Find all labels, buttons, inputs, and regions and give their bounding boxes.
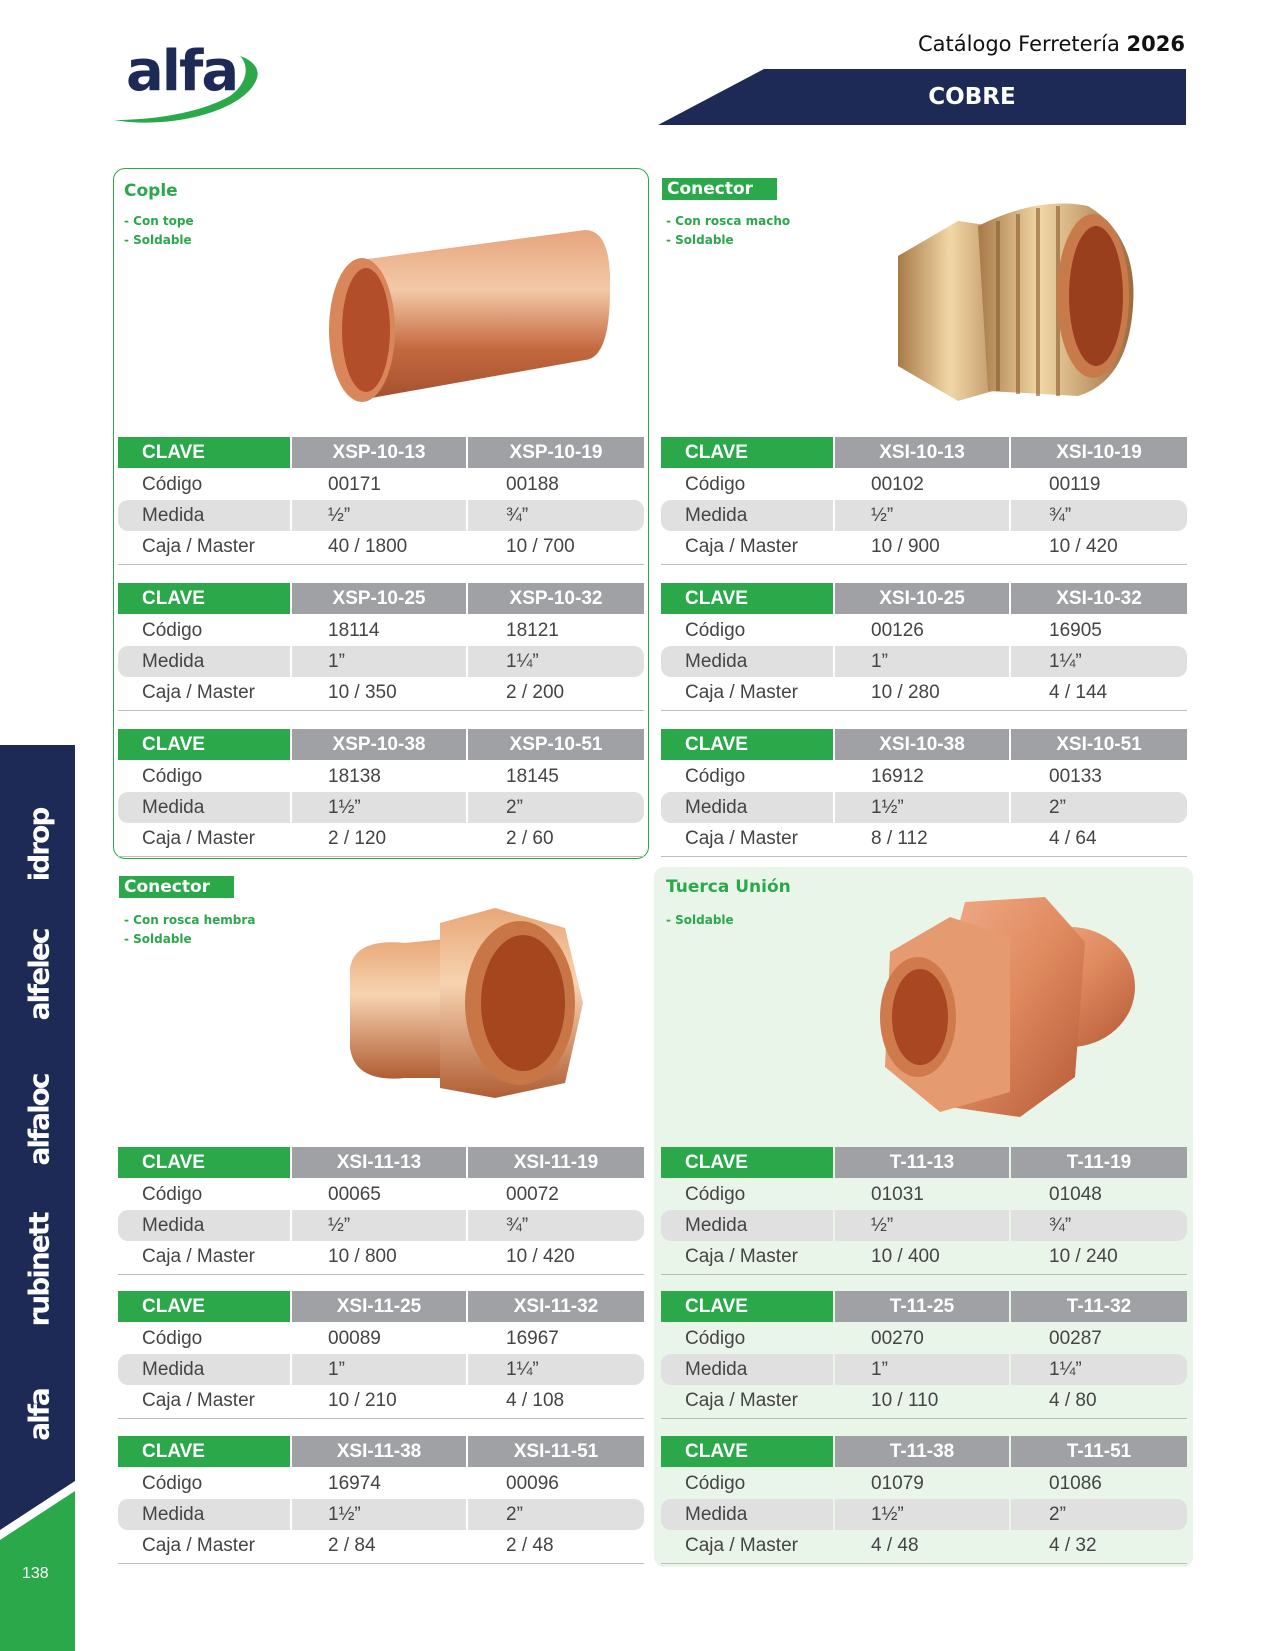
row-value: 2 / 84 — [328, 1535, 376, 1556]
table-row-medida — [118, 1354, 644, 1385]
row-label: Medida — [661, 646, 833, 677]
table-bottom-rule — [118, 1563, 644, 1564]
row-value: 1½” — [835, 1499, 1009, 1530]
table-row-medida — [118, 792, 644, 823]
row-label: Medida — [118, 1210, 290, 1241]
product-features-cople — [124, 212, 194, 250]
clave-header: CLAVE — [118, 1147, 290, 1178]
clave-cell: T-11-32 — [1011, 1291, 1187, 1322]
table-row-caja-master — [661, 823, 1187, 854]
table-row-codigo — [118, 1468, 644, 1499]
spec-table — [661, 729, 1187, 857]
brand-alfa — [4, 1355, 74, 1475]
table-bottom-rule — [661, 1563, 1187, 1564]
brand-idrop — [4, 785, 74, 905]
row-label: Caja / Master — [685, 1535, 798, 1556]
product-features-tuerca-union — [666, 911, 734, 930]
brand-alfelec — [4, 915, 74, 1035]
brand-rubinett — [4, 1210, 74, 1330]
row-label: Código — [142, 1184, 203, 1205]
catalog-title — [918, 32, 1185, 56]
row-value: 2” — [468, 792, 644, 823]
row-label: Código — [685, 620, 746, 641]
row-value: 1½” — [835, 792, 1009, 823]
row-value: 18121 — [506, 620, 559, 641]
feature-item: - Soldable — [666, 913, 734, 927]
row-value: 2” — [1011, 1499, 1187, 1530]
clave-header: CLAVE — [661, 437, 833, 468]
clave-cell: XSI-10-13 — [835, 437, 1009, 468]
clave-cell: T-11-13 — [835, 1147, 1009, 1178]
row-value: 01031 — [871, 1184, 924, 1205]
row-value: 8 / 112 — [871, 828, 928, 849]
table-header-row — [118, 1147, 644, 1178]
row-value: 01048 — [1049, 1184, 1102, 1205]
table-row-caja-master — [118, 1241, 644, 1272]
row-value: 10 / 110 — [871, 1390, 939, 1411]
feature-item: - Con rosca macho — [666, 214, 791, 228]
row-value: 01086 — [1049, 1473, 1102, 1494]
table-row-caja-master — [661, 1241, 1187, 1272]
spec-table — [118, 1436, 644, 1564]
row-value: 1¼” — [468, 646, 644, 677]
clave-cell: XSI-11-51 — [468, 1436, 644, 1467]
clave-cell: XSP-10-32 — [468, 583, 644, 614]
row-value: 1½” — [292, 1499, 466, 1530]
row-value: 00126 — [871, 620, 924, 641]
table-header-row — [118, 1436, 644, 1467]
clave-cell: XSI-11-25 — [292, 1291, 466, 1322]
row-label: Caja / Master — [142, 1246, 255, 1267]
product-features-conector-hembra — [124, 911, 255, 949]
row-label: Código — [142, 474, 203, 495]
row-value: ½” — [292, 500, 466, 531]
row-label: Caja / Master — [685, 1246, 798, 1267]
table-bottom-rule — [661, 1274, 1187, 1275]
row-value: ¾” — [468, 500, 644, 531]
product-title-cople: Cople — [124, 181, 178, 201]
brand-alfaloc — [4, 1060, 74, 1180]
table-row-caja-master — [661, 531, 1187, 562]
row-value: 1¼” — [1011, 1354, 1187, 1385]
conector-hembra-product-image — [345, 908, 590, 1098]
clave-cell: T-11-51 — [1011, 1436, 1187, 1467]
row-label: Medida — [661, 1499, 833, 1530]
page-number: 138 — [22, 1565, 49, 1582]
table-header-row — [118, 1291, 644, 1322]
table-row-codigo — [118, 615, 644, 646]
cople-product-image — [320, 220, 620, 410]
row-value: 00171 — [328, 474, 381, 495]
row-value: 10 / 700 — [506, 536, 575, 557]
row-value: 4 / 144 — [1049, 682, 1108, 703]
row-label: Caja / Master — [685, 1390, 798, 1411]
table-row-medida — [661, 1499, 1187, 1530]
row-value: 1” — [835, 1354, 1009, 1385]
row-value: ½” — [835, 1210, 1009, 1241]
clave-cell: T-11-19 — [1011, 1147, 1187, 1178]
row-value: 2” — [1011, 792, 1187, 823]
clave-header: CLAVE — [118, 1291, 290, 1322]
row-value: 1” — [292, 646, 466, 677]
row-value: 00287 — [1049, 1328, 1102, 1349]
clave-header: CLAVE — [118, 437, 290, 468]
clave-cell: XSP-10-19 — [468, 437, 644, 468]
row-label: Código — [685, 474, 746, 495]
row-label: Medida — [661, 1210, 833, 1241]
table-row-codigo — [118, 469, 644, 500]
row-value: 16974 — [328, 1473, 381, 1494]
table-row-medida — [661, 1210, 1187, 1241]
table-header-row — [661, 729, 1187, 760]
clave-cell: T-11-38 — [835, 1436, 1009, 1467]
row-value: 00065 — [328, 1184, 381, 1205]
table-header-row — [661, 1291, 1187, 1322]
row-label: Medida — [661, 792, 833, 823]
table-bottom-rule — [118, 1418, 644, 1419]
row-value: 00133 — [1049, 766, 1102, 787]
table-row-codigo — [118, 761, 644, 792]
table-row-codigo — [661, 1468, 1187, 1499]
table-row-codigo — [661, 1323, 1187, 1354]
spec-table — [118, 437, 644, 565]
row-label: Caja / Master — [685, 828, 798, 849]
brand-alfa-label: alfa — [22, 1389, 56, 1441]
row-value: 10 / 420 — [506, 1246, 575, 1267]
spec-table — [118, 1147, 644, 1275]
spec-table — [118, 1291, 644, 1419]
clave-cell: XSP-10-51 — [468, 729, 644, 760]
row-value: 18114 — [328, 620, 380, 641]
row-value: 2 / 60 — [506, 828, 554, 849]
row-label: Medida — [118, 1499, 290, 1530]
row-value: 1” — [292, 1354, 466, 1385]
table-row-codigo — [118, 1179, 644, 1210]
table-row-codigo — [118, 1323, 644, 1354]
row-label: Medida — [118, 792, 290, 823]
row-value: 4 / 64 — [1049, 828, 1097, 849]
row-value: 18145 — [506, 766, 559, 787]
clave-header: CLAVE — [661, 1147, 833, 1178]
row-value: 10 / 240 — [1049, 1246, 1118, 1267]
table-row-medida — [118, 500, 644, 531]
row-value: 18138 — [328, 766, 381, 787]
row-value: 16967 — [506, 1328, 559, 1349]
table-header-row — [661, 1436, 1187, 1467]
table-header-row — [118, 583, 644, 614]
product-title-conector-hembra: Conector — [119, 876, 234, 898]
table-row-caja-master — [118, 823, 644, 854]
row-value: 10 / 900 — [871, 536, 940, 557]
clave-cell: XSI-11-13 — [292, 1147, 466, 1178]
table-bottom-rule — [118, 1274, 644, 1275]
row-value: 1¼” — [1011, 646, 1187, 677]
clave-cell: XSI-11-32 — [468, 1291, 644, 1322]
row-value: 40 / 1800 — [328, 536, 408, 557]
spec-table — [661, 583, 1187, 711]
table-row-codigo — [661, 761, 1187, 792]
clave-cell: XSP-10-13 — [292, 437, 466, 468]
table-header-row — [661, 583, 1187, 614]
row-value: ½” — [292, 1210, 466, 1241]
spec-table — [661, 1147, 1187, 1275]
row-value: 00096 — [506, 1473, 559, 1494]
row-label: Caja / Master — [142, 1390, 255, 1411]
brand-alfelec-label: alfelec — [22, 929, 56, 1021]
brand-alfaloc-label: alfaloc — [22, 1074, 56, 1166]
table-row-caja-master — [661, 677, 1187, 708]
table-row-medida — [118, 1210, 644, 1241]
catalog-year: 2026 — [1126, 32, 1185, 56]
clave-header: CLAVE — [661, 1436, 833, 1467]
row-label: Caja / Master — [142, 1535, 255, 1556]
row-label: Código — [685, 1473, 746, 1494]
row-value: 10 / 350 — [328, 682, 397, 703]
table-row-caja-master — [118, 1385, 644, 1416]
table-bottom-rule — [118, 564, 644, 565]
row-value: 00119 — [1049, 474, 1101, 495]
row-value: ¾” — [1011, 500, 1187, 531]
table-bottom-rule — [661, 710, 1187, 711]
clave-cell: XSI-11-38 — [292, 1436, 466, 1467]
logo-text: alfa — [126, 39, 238, 104]
row-label: Código — [685, 766, 746, 787]
table-row-caja-master — [118, 531, 644, 562]
row-value: 00270 — [871, 1328, 924, 1349]
clave-header: CLAVE — [118, 1436, 290, 1467]
row-label: Código — [142, 766, 203, 787]
clave-cell: XSP-10-25 — [292, 583, 466, 614]
clave-cell: XSI-10-51 — [1011, 729, 1187, 760]
brand-idrop-label: idrop — [22, 808, 56, 882]
catalog-title-prefix: Catálogo Ferretería — [918, 32, 1127, 56]
clave-header: CLAVE — [661, 583, 833, 614]
spec-table — [661, 1436, 1187, 1564]
row-label: Caja / Master — [142, 536, 255, 557]
table-row-caja-master — [661, 1385, 1187, 1416]
row-value: 2 / 200 — [506, 682, 565, 703]
row-value: 1” — [835, 646, 1009, 677]
table-row-medida — [661, 500, 1187, 531]
clave-cell: XSI-10-25 — [835, 583, 1009, 614]
category-banner — [658, 69, 1186, 125]
row-label: Caja / Master — [685, 536, 798, 557]
table-bottom-rule — [661, 564, 1187, 565]
table-row-caja-master — [661, 1530, 1187, 1561]
clave-cell: XSI-10-32 — [1011, 583, 1187, 614]
table-bottom-rule — [118, 710, 644, 711]
product-title-conector-macho: Conector — [662, 178, 777, 200]
alfa-logo — [112, 40, 262, 125]
row-value: 10 / 210 — [328, 1390, 397, 1411]
table-row-medida — [661, 646, 1187, 677]
row-value: ¾” — [468, 1210, 644, 1241]
clave-header: CLAVE — [661, 1291, 833, 1322]
table-row-medida — [661, 792, 1187, 823]
row-value: 2” — [468, 1499, 644, 1530]
category-label: COBRE — [928, 84, 1016, 110]
row-value: 16905 — [1049, 620, 1102, 641]
row-value: ¾” — [1011, 1210, 1187, 1241]
row-value: 10 / 800 — [328, 1246, 397, 1267]
product-features-conector-macho — [666, 212, 790, 250]
feature-item: - Soldable — [124, 932, 192, 946]
row-value: 10 / 280 — [871, 682, 940, 703]
row-value: 10 / 400 — [871, 1246, 940, 1267]
clave-cell: XSP-10-38 — [292, 729, 466, 760]
row-value: 1¼” — [468, 1354, 644, 1385]
row-label: Caja / Master — [142, 828, 255, 849]
product-title-tuerca-union: Tuerca Unión — [666, 877, 791, 897]
spec-table — [118, 729, 644, 857]
table-header-row — [661, 1147, 1187, 1178]
row-value: 01079 — [871, 1473, 924, 1494]
clave-header: CLAVE — [661, 729, 833, 760]
clave-cell: XSI-10-38 — [835, 729, 1009, 760]
table-row-medida — [118, 646, 644, 677]
table-bottom-rule — [118, 856, 644, 857]
row-value: 4 / 108 — [506, 1390, 565, 1411]
row-value: 16912 — [871, 766, 924, 787]
spec-table — [661, 437, 1187, 565]
row-value: ½” — [835, 500, 1009, 531]
table-row-codigo — [661, 1179, 1187, 1210]
feature-item: - Con tope — [124, 214, 194, 228]
row-label: Medida — [118, 646, 290, 677]
brand-rubinett-label: rubinett — [22, 1213, 56, 1327]
row-label: Medida — [661, 1354, 833, 1385]
table-row-caja-master — [118, 1530, 644, 1561]
row-value: 00188 — [506, 474, 559, 495]
table-row-caja-master — [118, 677, 644, 708]
row-value: 4 / 80 — [1049, 1390, 1097, 1411]
conector-macho-product-image — [888, 196, 1138, 410]
row-label: Caja / Master — [142, 682, 255, 703]
tuerca-union-product-image — [870, 892, 1140, 1126]
feature-item: - Soldable — [666, 233, 734, 247]
table-bottom-rule — [661, 1418, 1187, 1419]
row-value: 00072 — [506, 1184, 559, 1205]
row-value: 00089 — [328, 1328, 381, 1349]
table-header-row — [118, 437, 644, 468]
table-row-codigo — [661, 615, 1187, 646]
table-row-medida — [661, 1354, 1187, 1385]
row-label: Código — [142, 620, 203, 641]
row-label: Código — [685, 1328, 746, 1349]
row-value: 2 / 120 — [328, 828, 387, 849]
row-label: Medida — [118, 500, 290, 531]
table-row-codigo — [661, 469, 1187, 500]
clave-cell: XSI-10-19 — [1011, 437, 1187, 468]
feature-item: - Con rosca hembra — [124, 913, 256, 927]
table-bottom-rule — [661, 856, 1187, 857]
row-label: Caja / Master — [685, 682, 798, 703]
row-label: Código — [142, 1473, 203, 1494]
clave-header: CLAVE — [118, 583, 290, 614]
clave-cell: T-11-25 — [835, 1291, 1009, 1322]
table-row-medida — [118, 1499, 644, 1530]
row-value: 4 / 48 — [871, 1535, 919, 1556]
feature-item: - Soldable — [124, 233, 192, 247]
spec-table — [661, 1291, 1187, 1419]
row-value: 2 / 48 — [506, 1535, 554, 1556]
row-value: 00102 — [871, 474, 924, 495]
row-label: Medida — [661, 500, 833, 531]
table-header-row — [661, 437, 1187, 468]
row-label: Código — [142, 1328, 203, 1349]
clave-cell: XSI-11-19 — [468, 1147, 644, 1178]
row-label: Código — [685, 1184, 746, 1205]
row-label: Medida — [118, 1354, 290, 1385]
row-value: 4 / 32 — [1049, 1535, 1097, 1556]
spec-table — [118, 583, 644, 711]
row-value: 1½” — [292, 792, 466, 823]
row-value: 10 / 420 — [1049, 536, 1118, 557]
clave-header: CLAVE — [118, 729, 290, 760]
table-header-row — [118, 729, 644, 760]
